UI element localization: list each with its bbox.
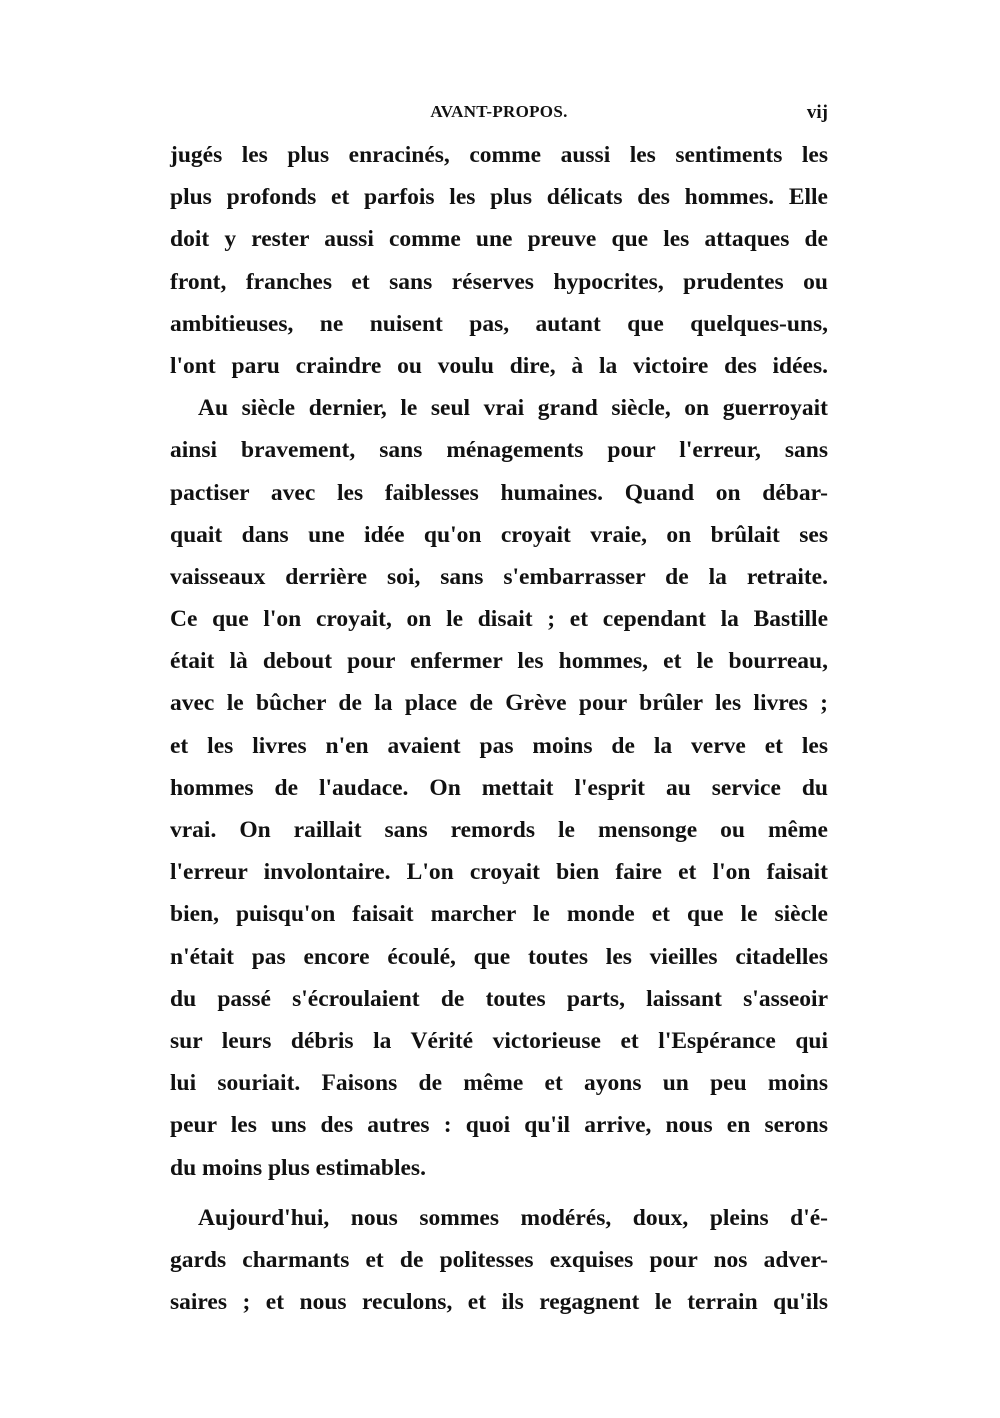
text-line: ambitieuses, ne nuisent pas, autant que quelques-uns, bbox=[170, 310, 828, 337]
text-line: bien, puisqu'on faisait marcher le monde et que le siècle bbox=[170, 901, 828, 928]
paragraph-1 bbox=[170, 134, 828, 387]
text-line: vaisseaux derrière soi, sans s'embarrasser de la retraite. bbox=[170, 563, 828, 590]
page-body bbox=[170, 134, 828, 1323]
text-line: Aujourd'hui, nous sommes modérés, doux, pleins d'é- bbox=[198, 1204, 828, 1231]
text-line: Ce que l'on croyait, on le disait ; et cependant la Bastille bbox=[170, 606, 828, 633]
text-line: sur leurs débris la Vérité victorieuse et l'Espérance qui bbox=[170, 1027, 828, 1054]
text-line: du moins plus estimables. bbox=[170, 1154, 426, 1181]
text-line: ainsi bravement, sans ménagements pour l'erreur, sans bbox=[170, 437, 828, 464]
text-line: gards charmants et de politesses exquises pour nos adver- bbox=[170, 1246, 828, 1273]
text-line: était là debout pour enfermer les hommes, et le bourreau, bbox=[170, 648, 828, 675]
text-line: plus profonds et parfois les plus délicats des hommes. Elle bbox=[170, 184, 828, 211]
text-line: doit y rester aussi comme une preuve que les attaques de bbox=[170, 226, 828, 253]
text-line: hommes de l'audace. On mettait l'esprit au service du bbox=[170, 774, 828, 801]
running-title: AVANT-PROPOS. bbox=[430, 102, 568, 121]
text-line: pactiser avec les faiblesses humaines. Quand on débar- bbox=[170, 479, 828, 506]
page-header bbox=[170, 100, 828, 128]
text-line: vrai. On raillait sans remords le mensonge ou même bbox=[170, 817, 828, 843]
text-line: jugés les plus enracinés, comme aussi les sentiments les bbox=[170, 142, 828, 168]
paragraph-3 bbox=[170, 1197, 828, 1324]
text-line: et les livres n'en avaient pas moins de la verve et les bbox=[170, 732, 828, 759]
text-line: n'était pas encore écoulé, que toutes les vieilles citadelles bbox=[170, 943, 828, 970]
text-line: Au siècle dernier, le seul vrai grand siècle, on guerroyait bbox=[198, 395, 828, 422]
page-number: vij bbox=[806, 102, 828, 123]
text-line: l'erreur involontaire. L'on croyait bien faire et l'on faisait bbox=[170, 859, 828, 886]
text-line: lui souriait. Faisons de même et ayons un peu moins bbox=[170, 1070, 828, 1097]
text-line: peur les uns des autres : quoi qu'il arrive, nous en serons bbox=[170, 1112, 828, 1139]
paragraph-2 bbox=[170, 387, 828, 1189]
text-line: l'ont paru craindre ou voulu dire, à la victoire des idées. bbox=[170, 352, 828, 379]
text-line: quait dans une idée qu'on croyait vraie, on brûlait ses bbox=[170, 521, 828, 548]
text-line: saires ; et nous reculons, et ils regagnent le terrain qu'ils bbox=[170, 1289, 828, 1316]
text-line: avec le bûcher de la place de Grève pour brûler les livres ; bbox=[170, 690, 828, 717]
text-line: du passé s'écroulaient de toutes parts, laissant s'asseoir bbox=[170, 985, 828, 1012]
text-line: front, franches et sans réserves hypocrites, prudentes ou bbox=[170, 268, 828, 295]
